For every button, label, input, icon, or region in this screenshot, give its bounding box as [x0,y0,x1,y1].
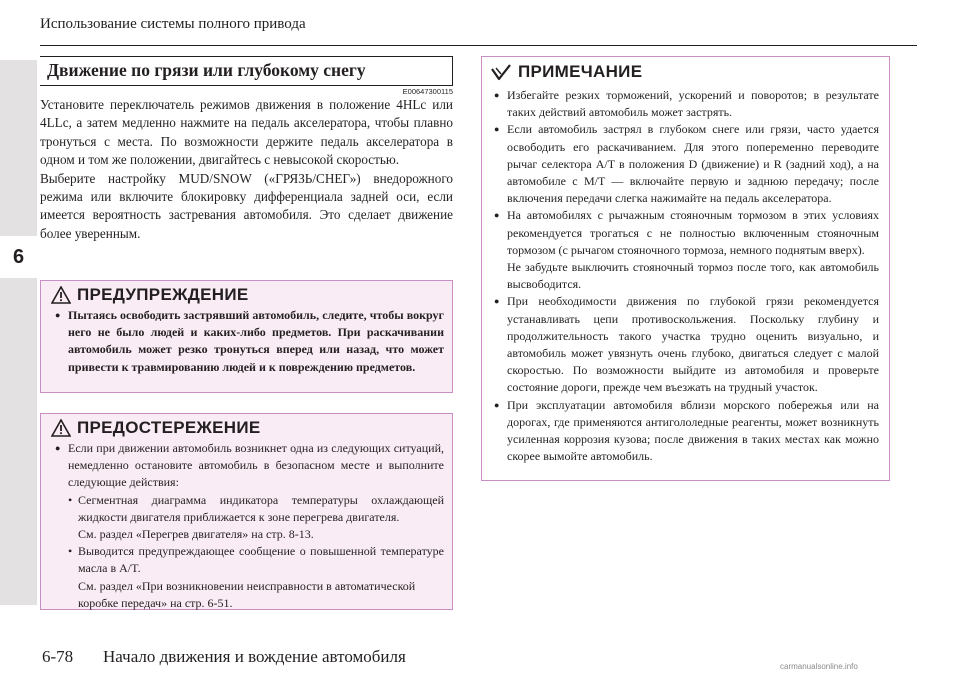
note-box [481,56,890,481]
note-item-5: ● При эксплуатации автомобиля вблизи морского побережья или на дорогах, где применяются антигололедные реагенты, может возникнуть усиленная коррозия кузова; после движения в таких местах как можно скорее вымойте автомобиль. [494,397,879,466]
section-code: E00647300115 [402,87,453,96]
bullet-icon: ● [494,210,500,221]
caution-title: ПРЕДОСТЕРЕЖЕНИЕ [77,418,261,437]
caution-box [40,413,453,610]
note-item-3-extra: Не забудьте выключить стояночный тормоз после того, как автомобиль высвободится. [507,260,879,292]
header-divider [40,45,917,46]
page-header-title: Использование системы полного привода [40,16,306,32]
warning-triangle-icon [51,286,71,304]
bullet-icon: ● [55,310,61,320]
section-paragraph-1: Установите переключатель режимов движения в положение 4HLc или 4LLc, а затем медленно нажмите на педаль акселератора, чтобы плавно тронуться с места. По возможности держите педаль акселератора в одном и том же положении, двигайтесь с невысокой скоростью. [40,97,453,168]
footer-chapter-title: Начало движения и вождение автомобиля [103,647,406,666]
caution-intro: ● Если при движении автомобиль возникнет одна из следующих ситуаций, немедленно остановите автомобиль в безопасном месте и выполните следующие действия: [55,440,444,492]
chapter-tab-strip [0,60,37,605]
caution-subitem-2-ref: См. раздел «При возникновении неисправности в автоматической коробке передач» на стр. 6-51. [78,578,416,610]
section-paragraph-2: Выберите настройку MUD/SNOW («ГРЯЗЬ/СНЕГ») внедорожного режима или включите блокировку дифференциала задней оси, если имеется вероятность застревания автомобиля. Это сделает движение более уверенным. [40,170,453,241]
note-title: ПРИМЕЧАНИЕ [518,61,643,81]
watermark: carmanualsonline.info [780,662,858,671]
section-heading: Движение по грязи или глубокому снегу [40,56,453,86]
main-section [40,56,453,243]
bullet-icon: ● [494,399,500,410]
warning-box [40,280,453,393]
caution-subitem-1-ref: См. раздел «Перегрев двигателя» на стр. 8-13. [78,527,314,542]
note-item-4: ● При необходимости движения по глубокой грязи рекомендуется устанавливать цепи противоскольжения. Поскольку глубину и продолжительность такого участка трудно оценить визуально, и автомобиль может увязнуть очень глубоко, двигаться следует с малой скоростью. По возможности выйдите из автомобиля и проверьте состояние дороги, прежде чем въезжать на трудный участок. [494,293,879,396]
note-item-3: ● На автомобилях с рычажным стояночным тормозом в этих условиях рекомендуется трогаться с не полностью включенным стояночным тормозом (с рычагом стояночного тормоза, немного поднятым вверх). [494,207,879,259]
caution-subitem-1: • Сегментная диаграмма индикатора температуры охлаждающей жидкости двигателя приближается к зоне перегрева двигателя. [68,492,444,524]
page-number: 6-78 [42,647,74,666]
caution-triangle-icon [51,419,71,437]
note-item-2: ● Если автомобиль застрял в глубоком снеге или грязи, часто удается освободить его раскачиванием. Для этого попеременно переводите рычаг селектора A/T в положения D (движение) и R (задний ход), а на автомобиле с M/T — включайте первую и заднюю передачу; после включения передачи слегка нажимайте на педаль акселератора. [494,121,879,207]
chapter-number: 6 [0,236,37,278]
bullet-icon: ● [55,443,61,453]
note-pencil-icon [490,63,512,81]
warning-item: ● Пытаясь освободить застрявший автомобиль, следите, чтобы вокруг него не было людей и каких-либо предметов. При раскачивании автомобиль может резко тронуться вперед или назад, что может привести к травмированию людей и к повреждению предметов. [55,307,444,376]
bullet-icon: ● [494,124,500,135]
bullet-icon: ● [494,296,500,307]
bullet-icon: ● [494,90,500,100]
caution-subitem-2: • Выводится предупреждающее сообщение о повышенной температуре масла в A/T. [68,544,444,576]
warning-title: ПРЕДУПРЕЖДЕНИЕ [77,285,249,304]
note-item-1: ● Избегайте резких торможений, ускорений и поворотов; в результате таких действий автомобиль может застрять. [494,87,879,121]
